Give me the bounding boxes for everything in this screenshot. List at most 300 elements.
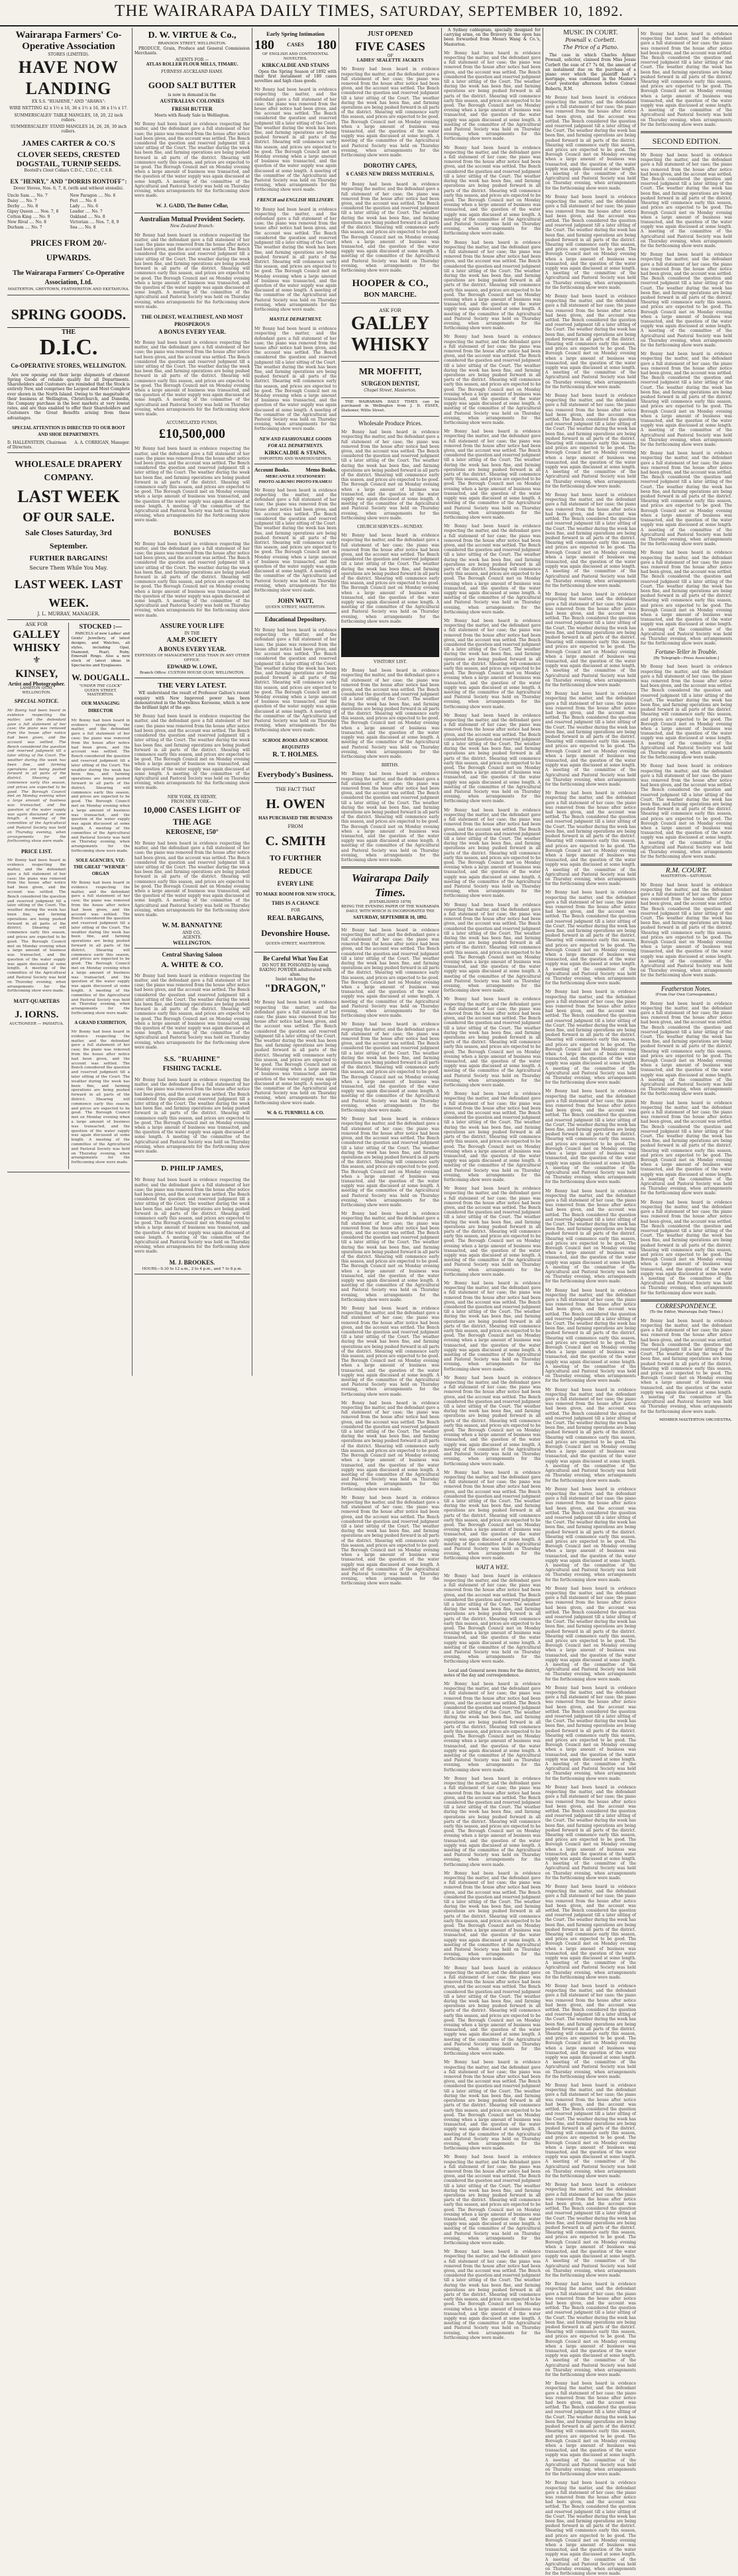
col6-text-9: Mr Bonny had been heard in evidence respecting the matter, and the defendant gave a full statement of her case; the piano was removed from the house after notice had been given, and the account was settled. The Bench considered the question and reserved judgment till a later sitting of the Court. The weather during the week has been fine, and farming operations are being pushed forward in all parts of the district. Shearing will commence early this season, and prices are expected to be good. The Borough Council met on Monday evening when a large amount of business was transacted, and the question of the water supply was again discussed at some length. A meeting of the committee of the Agricultural and Pastoral Society was held on Thursday evening, when arrangements for the forthcoming show were made. xyxy=(545,890,636,986)
educational: Educational Depository. xyxy=(264,616,327,623)
devonshire: Devonshire House. xyxy=(261,927,330,938)
column-7 xyxy=(639,28,734,1422)
holmes: R. T. HOLMES. xyxy=(272,750,319,758)
stove-list-right xyxy=(70,193,131,231)
mantle-dept: MANTLE DEPARTMENT. xyxy=(269,317,322,323)
kerosene-label: KEROSENE, 150° xyxy=(166,828,219,836)
managing-director: OUR MANAGING DIRECTOR xyxy=(81,701,120,714)
sole-agencies: SOLE AGENCIES, VIZ: THE GREAT "WERNER" ORGAN xyxy=(73,858,128,877)
price-list: PRICE LIST. xyxy=(21,848,52,854)
editorial-3: Mr Bonny had been heard in evidence respecting the matter, and the defendant gave a full statement of her case; the piano was removed from the house after notice had been given, and the account was settled. The Bench considered the question and reserved judgment till a later sitting of the Court. The weather during the week has been fine, and farming operations are being pushed forward in all parts of the district. Shearing will commence early this season, and prices are expected to be good. The Borough Council met on Monday evening when a large amount of business was transacted, and the question of the water supply was again discussed at some length. A meeting of the committee of the Agricultural and Pastoral Society was held on Thursday evening, when arrangements for the forthcoming show were made. xyxy=(341,1117,439,1208)
account-row xyxy=(254,466,337,474)
bonus-line: A BONUS EVERY YEAR. xyxy=(158,328,227,335)
fishing-tackle: FISHING TACKLE. xyxy=(162,1065,222,1073)
assure-life: ASSURE YOUR LIFE xyxy=(160,622,225,630)
col6-text-20: Mr Bonny had been heard in evidence respecting the matter, and the defendant gave a full statement of her case; the piano was removed from the house after notice had been given, and the account was settled. The Bench considered the question and reserved judgment till a later sitting of the Court. The weather during the week has been fine, and farming operations are being pushed forward in all parts of the district. Shearing will commence early this season, and prices are expected to be good. The Borough Council met on Monday evening when a large amount of business was transacted, and the question of the water supply was again discussed at some length. A meeting of the committee of the Agricultural and Pastoral Society was held on Thursday evening, when arrangements for the forthcoming show were made. xyxy=(545,1984,636,2079)
salt-sub: is now in demand in the xyxy=(168,92,217,97)
new-fashionable: NEW AND FASHIONABLE GOODS xyxy=(259,436,332,442)
kirk-2-sub: IMPORTERS AND WAREHOUSEMEN, xyxy=(259,456,332,461)
pownall-v-corbett: Pownall v. Corbett. xyxy=(565,37,616,44)
queen-st: QUEEN-STREET, MASTERTON. xyxy=(265,941,326,946)
col5-text-13: Mr Bonny had been heard in evidence respecting the matter, and the defendant gave a full statement of her case; the piano was removed from the house after notice had been given, and the account was settled. The Bench considered the question and reserved judgment till a later sitting of the Court. The weather during the week has been fine, and farming operations are being pushed forward in all parts of the district. Shearing will commence early this season, and prices are expected to be good. The Borough Council met on Monday evening when a large amount of business was transacted, and the question of the water supply was again discussed at some length. A meeting of the committee of the Agricultural and Pastoral Society was held on Thursday evening, when arrangements for the forthcoming show were made. xyxy=(444,1186,541,1277)
for-label: FOR xyxy=(291,907,300,913)
editorial-6: Mr Bonny had been heard in evidence respecting the matter, and the defendant gave a full statement of her case; the piano was removed from the house after notice had been given, and the account was settled. The Bench considered the question and reserved judgment till a later sitting of the Court. The weather during the week has been fine, and farming operations are being pushed forward in all parts of the district. Shearing will commence early this season, and prices are expected to be good. The Borough Council met on Monday evening when a large amount of business was transacted, and the question of the water supply was again discussed at some length. A meeting of the committee of the Agricultural and Pastoral Society was held on Thursday evening, when arrangements for the forthcoming show were made. xyxy=(341,1400,439,1492)
column-1 xyxy=(5,28,132,1376)
further-reduce: TO FURTHER REDUCE xyxy=(269,852,322,876)
stove-item: Peri .... No. 6 xyxy=(70,198,97,203)
dougall-addr: QUEEN STREET, MASTERTON. xyxy=(84,688,117,697)
col7-text-0: Mr Bonny had been heard in evidence respecting the matter, and the defendant gave a full statement of her case; the piano was removed from the house after notice had been given, and the account was settled. The Bench considered the question and reserved judgment till a later sitting of the Court. The weather during the week has been fine, and farming operations are being pushed forward in all parts of the district. Shearing will commence early this season, and prices are expected to be good. The Borough Council met on Monday evening when a large amount of business was transacted, and the question of the water supply was again discussed at some length. A meeting of the committee of the Agricultural and Pastoral Society was held on Thursday evening, when arrangements for the forthcoming show were made. xyxy=(641,32,732,127)
bannatyne: W. M. BANNATYNE xyxy=(162,922,223,930)
chance: THIS IS A CHANCE xyxy=(271,900,320,906)
stove-item: Daisy .... No. 7 xyxy=(7,198,37,203)
col5-text-4: Mr Bonny had been heard in evidence respecting the matter, and the defendant gave a full statement of her case; the piano was removed from the house after notice had been given, and the account was settled. The Bench considered the question and reserved judgment till a later sitting of the Court. The weather during the week has been fine, and farming operations are being pushed forward in all parts of the district. Shearing will commence early this season, and prices are expected to be good. The Borough Council met on Monday evening when a large amount of business was transacted, and the question of the water supply was again discussed at some length. A meeting of the committee of the Agricultural and Pastoral Society was held on Thursday evening, when arrangements for the forthcoming show were made. xyxy=(444,335,541,426)
col5-text-14: Mr Bonny had been heard in evidence respecting the matter, and the defendant gave a full statement of her case; the piano was removed from the house after notice had been given, and the account was settled. The Bench considered the question and reserved judgment till a later sitting of the Court. The weather during the week has been fine, and farming operations are being pushed forward in all parts of the district. Shearing will commence early this season, and prices are expected to be good. The Borough Council met on Monday evening when a large amount of business was transacted, and the question of the water supply was again discussed at some length. A meeting of the committee of the Agricultural and Pastoral Society was held on Thursday evening, when arrangements for the forthcoming show were made. xyxy=(444,1280,541,1372)
stove-item: Cotton King .... No. 9 xyxy=(7,214,50,219)
not-poisoned: DO NOT BE POISONED by using xyxy=(262,962,329,968)
school-books: SCHOOL BOOKS AND SCHOOL REQUISITES xyxy=(262,737,329,750)
telegraph-line: [By Telegraph—Press Association.] xyxy=(653,656,719,660)
atlas-line: ATLAS ROLLER FLOUR MILLS, TIMARU. xyxy=(146,62,238,68)
dress-text: Mr Bonny had been heard in evidence respecting the matter, and the defendant gave a full statement of her case; the piano was removed from the house after notice had been given, and the account was settled. The Bench considered the question and reserved judgment till a later sitting of the Court. The weather during the week has been fine, and farming operations are being pushed forward in all parts of the district. Shearing will commence early this season, and prices are expected to be good. The Borough Council met on Monday evening when a large amount of business was transacted, and the question of the water supply was again discussed at some length. A meeting of the committee of the Agricultural and Pastoral Society was held on Thursday evening, when arrangements for the forthcoming show were made. xyxy=(341,182,439,273)
col7-text-2: Mr Bonny had been heard in evidence respecting the matter, and the defendant gave a full statement of her case; the piano was removed from the house after notice had been given, and the account was settled. The Bench considered the question and reserved judgment till a later sitting of the Court. The weather during the week has been fine, and farming operations are being pushed forward in all parts of the district. Shearing will commence early this season, and prices are expected to be good. The Borough Council met on Monday evening when a large amount of business was transacted, and the question of the water supply was again discussed at some length. A meeting of the committee of the Agricultural and Pastoral Society was held on Thursday evening, when arrangements for the forthcoming show were made. xyxy=(641,252,732,348)
col5-lead: A Sydney cablegram, specially designed for carrying arms, on the Bravery in the open has been forwarded from Messrs Wang & Co.'s, Masterton. xyxy=(444,28,541,47)
col5-text-3: Mr Bonny had been heard in evidence respecting the matter, and the defendant gave a full statement of her case; the piano was removed from the house after notice had been given, and the account was settled. The Bench considered the question and reserved judgment till a later sitting of the Court. The weather during the week has been fine, and farming operations are being pushed forward in all parts of the district. Shearing will commence early this season, and prices are expected to be good. The Borough Council met on Monday evening when a large amount of business was transacted, and the question of the water supply was again discussed at some length. A meeting of the committee of the Agricultural and Pastoral Society was held on Thursday evening, when arrangements for the forthcoming show were made. xyxy=(444,240,541,331)
everybody-business: Everybody's Business. xyxy=(257,769,334,779)
kinsey-addr: LAMBTON QUAY, WELLINGTON. xyxy=(20,686,54,695)
for-all-depts: FOR ALL DEPARTMENTS. xyxy=(268,442,323,448)
branch-office: Branch Office: CUSTOM HOUSE QUAY, WELLINGTON. xyxy=(139,670,245,675)
assoc-footer: The Wairarapa Farmers' Co-Operative Association, Ltd. xyxy=(13,269,125,286)
masthead xyxy=(0,0,738,26)
col6-text-25: Mr Bonny had been heard in evidence respecting the matter, and the defendant gave a full statement of her case; the piano was removed from the house after notice had been given, and the account was settled. The Bench considered the question and reserved judgment till a later sitting of the Court. The weather during the week has been fine, and farming operations are being pushed forward in all parts of the district. Shearing will commence early this season, and prices are expected to be good. The Borough Council met on Monday evening when a large amount of business was transacted, and the question of the water supply was again discussed at some length. A meeting of the committee of the Agricultural and Pastoral Society was held on Thursday evening, when arrangements for the forthcoming show were made. xyxy=(545,2481,636,2576)
col7-text-5: Mr Bonny had been heard in evidence respecting the matter, and the defendant gave a full statement of her case; the piano was removed from the house after notice had been given, and the account was settled. The Bench considered the question and reserved judgment till a later sitting of the Court. The weather during the week has been fine, and farming operations are being pushed forward in all parts of the district. Shearing will commence early this season, and prices are expected to be good. The Borough Council met on Monday evening when a large amount of business was transacted, and the question of the water supply was again discussed at some length. A meeting of the committee of the Agricultural and Pastoral Society was held on Thursday evening, when arrangements for the forthcoming show were made. xyxy=(641,550,732,646)
editorial-5: Mr Bonny had been heard in evidence respecting the matter, and the defendant gave a full statement of her case; the piano was removed from the house after notice had been given, and the account was settled. The Bench considered the question and reserved judgment till a later sitting of the Court. The weather during the week has been fine, and farming operations are being pushed forward in all parts of the district. Shearing will commence early this season, and prices are expected to be good. The Borough Council met on Monday evening when a large amount of business was transacted, and the question of the water supply was again discussed at some length. A meeting of the committee of the Agricultural and Pastoral Society was held on Thursday evening, when arrangements for the forthcoming show were made. xyxy=(341,1306,439,1397)
white-heading: A. WHITE & CO. xyxy=(161,959,223,969)
editorial-7: Mr Bonny had been heard in evidence respecting the matter, and the defendant gave a full statement of her case; the piano was removed from the house after notice had been given, and the account was settled. The Bench considered the question and reserved judgment till a later sitting of the Court. The weather during the week has been fine, and farming operations are being pushed forward in all parts of the district. Shearing will commence early this season, and prices are expected to be good. The Borough Council met on Monday evening when a large amount of business was transacted, and the question of the water supply was again discussed at some length. A meeting of the committee of the Agricultural and Pastoral Society was held on Thursday evening, when arrangements for the forthcoming show were made. xyxy=(341,1495,439,1586)
col6-text-2: Mr Bonny had been heard in evidence respecting the matter, and the defendant gave a full statement of her case; the piano was removed from the house after notice had been given, and the account was settled. The Bench considered the question and reserved judgment till a later sitting of the Court. The weather during the week has been fine, and farming operations are being pushed forward in all parts of the district. Shearing will commence early this season, and prices are expected to be good. The Borough Council met on Monday evening when a large amount of business was transacted, and the question of the water supply was again discussed at some length. A meeting of the committee of the Agricultural and Pastoral Society was held on Thursday evening, when arrangements for the forthcoming show were made. xyxy=(545,194,636,290)
have-now-landing: HAVE NOW LANDING xyxy=(18,58,119,99)
col6-text-24: Mr Bonny had been heard in evidence respecting the matter, and the defendant gave a full statement of her case; the piano was removed from the house after notice had been given, and the account was settled. The Bench considered the question and reserved judgment till a later sitting of the Court. The weather during the week has been fine, and farming operations are being pushed forward in all parts of the district. Shearing will commence early this season, and prices are expected to be good. The Borough Council met on Monday evening when a large amount of business was transacted, and the question of the water supply was again discussed at some length. A meeting of the committee of the Agricultural and Pastoral Society was held on Thursday evening, when arrangements for the forthcoming show were made. xyxy=(545,2381,636,2477)
ask-for-2: ASK FOR xyxy=(379,308,401,314)
from-ny: FROM NEW YORK— xyxy=(171,799,213,804)
clover-heading: CLOVER SEEDS, CRESTED DOGSTAIL, TURNIP SEEDS. xyxy=(16,150,121,169)
stove-item: Sea .... No. 8 xyxy=(70,225,96,230)
sealette-jackets: LADIES' SEALETTE JACKETS xyxy=(356,58,424,64)
rm-court: R.M. COURT. xyxy=(665,866,708,874)
amp-text-3: Mr Bonny had been heard in evidence respecting the matter, and the defendant gave a full statement of her case; the piano was removed from the house after notice had been given, and the account was settled. The Bench considered the question and reserved judgment till a later sitting of the Court. The weather during the week has been fine, and farming operations are being pushed forward in all parts of the district. Shearing will commence early this season, and prices are expected to be good. The Borough Council met on Monday evening when a large amount of business was transacted, and the question of the water supply was again discussed at some length. A meeting of the committee of the Agricultural and Pastoral Society was held on Thursday evening, when arrangements for the forthcoming show were made. xyxy=(134,446,250,523)
col6-text-23: Mr Bonny had been heard in evidence respecting the matter, and the defendant gave a full statement of her case; the piano was removed from the house after notice had been given, and the account was settled. The Bench considered the question and reserved judgment till a later sitting of the Court. The weather during the week has been fine, and farming operations are being pushed forward in all parts of the district. Shearing will commence early this season, and prices are expected to be good. The Borough Council met on Monday evening when a large amount of business was transacted, and the question of the water supply was again discussed at some length. A meeting of the committee of the Agricultural and Pastoral Society was held on Thursday evening, when arrangements for the forthcoming show were made. xyxy=(545,2282,636,2378)
matt-quarters: MATT-QUARTERS xyxy=(13,998,60,1004)
mantle-text: Mr Bonny had been heard in evidence respecting the matter, and the defendant gave a full statement of her case; the piano was removed from the house after notice had been given, and the account was settled. The Bench considered the question and reserved judgment till a later sitting of the Court. The weather during the week has been fine, and farming operations are being pushed forward in all parts of the district. Shearing will commence early this season, and prices are expected to be good. The Borough Council met on Monday evening when a large amount of business was transacted, and the question of the water supply was again discussed at some length. A meeting of the committee of the Agricultural and Pastoral Society was held on Thursday evening, when arrangements for the forthcoming show were made. xyxy=(254,327,337,432)
virtue-heading: D. W. VIRTUE & Co., xyxy=(148,30,237,40)
col6-text-10: Mr Bonny had been heard in evidence respecting the matter, and the defendant gave a full statement of her case; the piano was removed from the house after notice had been given, and the account was settled. The Bench considered the question and reserved judgment till a later sitting of the Court. The weather during the week has been fine, and farming operations are being pushed forward in all parts of the district. Shearing will commence early this season, and prices are expected to be good. The Borough Council met on Monday evening when a large amount of business was transacted, and the question of the water supply was again discussed at some length. A meeting of the committee of the Agricultural and Pastoral Society was held on Thursday evening, when arrangements for the forthcoming show were made. xyxy=(545,990,636,1086)
col7-text-1: Mr Bonny had been heard in evidence respecting the matter, and the defendant gave a full statement of her case; the piano was removed from the house after notice had been given, and the account was settled. The Bench considered the question and reserved judgment till a later sitting of the Court. The weather during the week has been fine, and farming operations are being pushed forward in all parts of the district. Shearing will commence early this season, and prices are expected to be good. The Borough Council met on Monday evening when a large amount of business was transacted, and the question of the water supply was again discussed at some length. A meeting of the committee of the Agricultural and Pastoral Society was held on Thursday evening, when arrangements for the forthcoming show were made. xyxy=(641,153,732,248)
amp-board: New Zealand Branch: xyxy=(170,224,215,229)
col5-text-6: Mr Bonny had been heard in evidence respecting the matter, and the defendant gave a full statement of her case; the piano was removed from the house after notice had been given, and the account was settled. The Bench considered the question and reserved judgment till a later sitting of the Court. The weather during the week has been fine, and farming operations are being pushed forward in all parts of the district. Shearing will commence early this season, and prices are expected to be good. The Borough Council met on Monday evening when a large amount of business was transacted, and the question of the water supply was again discussed at some length. A meeting of the committee of the Agricultural and Pastoral Society was held on Thursday evening, when arrangements for the forthcoming show were made. xyxy=(444,524,541,615)
col6-text-18: Mr Bonny had been heard in evidence respecting the matter, and the defendant gave a full statement of her case; the piano was removed from the house after notice had been given, and the account was settled. The Bench considered the question and reserved judgment till a later sitting of the Court. The weather during the week has been fine, and farming operations are being pushed forward in all parts of the district. Shearing will commence early this season, and prices are expected to be good. The Borough Council met on Monday evening when a large amount of business was transacted, and the question of the water supply was again discussed at some length. A meeting of the committee of the Agricultural and Pastoral Society was held on Thursday evening, when arrangements for the forthcoming show were made. xyxy=(545,1784,636,1880)
col7-text-8: Mr Bonny had been heard in evidence respecting the matter, and the defendant gave a full statement of her case; the piano was removed from the house after notice had been given, and the account was settled. The Bench considered the question and reserved judgment till a later sitting of the Court. The weather during the week has been fine, and farming operations are being pushed forward in all parts of the district. Shearing will commence early this season, and prices are expected to be good. The Borough Council met on Monday evening when a large amount of business was transacted, and the question of the water supply was again discussed at some length. A meeting of the committee of the Agricultural and Pastoral Society was held on Thursday evening, when arrangements for the forthcoming show were made. xyxy=(641,882,732,978)
in-the: IN THE xyxy=(184,631,200,636)
stove-item: Oakland .... No. 8 xyxy=(70,214,105,219)
turnbull: W. & G. TURNBULL & CO. xyxy=(266,1109,325,1115)
produce-text: Mr Bonny had been heard in evidence respecting the matter, and the defendant gave a full statement of her case; the piano was removed from the house after notice had been given, and the account was settled. The Bench considered the question and reserved judgment till a later sitting of the Court. The weather during the week has been fine, and farming operations are being pushed forward in all parts of the district. Shearing will commence early this season, and prices are expected to be good. The Borough Council met on Monday evening when a large amount of business was transacted, and the question of the water supply was again discussed at some length. A meeting of the committee of the Agricultural and Pastoral Society was held on Thursday evening, when arrangements for the forthcoming show were made. xyxy=(341,430,439,521)
account-books: Account Books. xyxy=(254,467,290,474)
wholesale-heading: WHOLESALE DRAPERY COMPANY. xyxy=(15,460,123,484)
wait-a-wee: WAIT A WEE. xyxy=(475,1563,509,1571)
grand-text: Mr Bonny had been heard in evidence respecting the matter, and the defendant gave a full statement of her case; the piano was removed from the house after notice had been given, and the account was settled. The Bench considered the question and reserved judgment till a later sitting of the Court. The weather during the week has been fine, and farming operations are being pushed forward in all parts of the district. Shearing will commence early this season, and prices are expected to be good. The Borough Council met on Monday evening when a large amount of business was transacted, and the question of the water supply was again discussed at some length. A meeting of the committee of the Agricultural and Pastoral Society was held on Thursday evening, when arrangements for the forthcoming show were made. xyxy=(71,1030,130,1165)
col6-text-21: Mr Bonny had been heard in evidence respecting the matter, and the defendant gave a full statement of her case; the piano was removed from the house after notice had been given, and the account was settled. The Bench considered the question and reserved judgment till a later sitting of the Court. The weather during the week has been fine, and farming operations are being pushed forward in all parts of the district. Shearing will commence early this season, and prices are expected to be good. The Borough Council met on Monday evening when a large amount of business was transacted, and the question of the water supply was again discussed at some length. A meeting of the committee of the Agricultural and Pastoral Society was held on Thursday evening, when arrangements for the forthcoming show were made. xyxy=(545,2083,636,2179)
col6-text-7: Mr Bonny had been heard in evidence respecting the matter, and the defendant gave a full statement of her case; the piano was removed from the house after notice had been given, and the account was settled. The Bench considered the question and reserved judgment till a later sitting of the Court. The weather during the week has been fine, and farming operations are being pushed forward in all parts of the district. Shearing will commence early this season, and prices are expected to be good. The Borough Council met on Monday evening when a large amount of business was transacted, and the question of the water supply was again discussed at some length. A meeting of the committee of the Agricultural and Pastoral Society was held on Thursday evening, when arrangements for the forthcoming show were made. xyxy=(545,692,636,788)
last-week-2: LAST WEEK. LAST WEEK. xyxy=(15,578,123,610)
col7-text-3: Mr Bonny had been heard in evidence respecting the matter, and the defendant gave a full statement of her case; the piano was removed from the house after notice had been given, and the account was settled. The Bench considered the question and reserved judgment till a later sitting of the Court. The weather during the week has been fine, and farming operations are being pushed forward in all parts of the district. Shearing will commence early this season, and prices are expected to be good. The Borough Council met on Monday evening when a large amount of business was transacted, and the question of the water supply was again discussed at some length. A meeting of the committee of the Agricultural and Pastoral Society was held on Thursday evening, when arrangements for the forthcoming show were made. xyxy=(641,352,732,448)
corresp-sub: (To the Editor, Wairarapa Daily Times.) xyxy=(649,1310,723,1314)
lower-left-ads xyxy=(7,623,69,1168)
news-section-4 xyxy=(341,417,439,1592)
special-notice: SPECIAL NOTICE. xyxy=(14,697,59,704)
lower-right-ads xyxy=(72,623,131,1168)
amp-text-4: Mr Bonny had been heard in evidence respecting the matter, and the defendant gave a full statement of her case; the piano was removed from the house after notice had been given, and the account was settled. The Bench considered the question and reserved judgment till a later sitting of the Court. The weather during the week has been fine, and farming operations are being pushed forward in all parts of the district. Shearing will commence early this season, and prices are expected to be good. The Borough Council met on Monday evening when a large amount of business was transacted, and the question of the water supply was again discussed at some length. A meeting of the committee of the Agricultural and Pastoral Society was held on Thursday evening, when arrangements for the forthcoming show were made. xyxy=(134,541,250,618)
births: BIRTHS. xyxy=(381,762,399,768)
early-spring: Early Spring Intimation xyxy=(266,30,325,37)
col5-text-7: Mr Bonny had been heard in evidence respecting the matter, and the defendant gave a full statement of her case; the piano was removed from the house after notice had been given, and the account was settled. The Bench considered the question and reserved judgment till a later sitting of the Court. The weather during the week has been fine, and farming operations are being pushed forward in all parts of the district. Shearing will commence early this season, and prices are expected to be good. The Borough Council met on Monday evening when a large amount of business was transacted, and the question of the water supply was again discussed at some length. A meeting of the committee of the Agricultural and Pastoral Society was held on Thursday evening, when arrangements for the forthcoming show were made. xyxy=(444,618,541,709)
galley-whisky: GALLEY WHISKY xyxy=(13,627,61,654)
chapel-st: Chapel Street, Masterton. xyxy=(364,388,417,393)
col5-text-22: Mr Bonny had been heard in evidence respecting the matter, and the defendant gave a full statement of her case; the piano was removed from the house after notice had been given, and the account was settled. The Bench considered the question and reserved judgment till a later sitting of the Court. The weather during the week has been fine, and farming operations are being pushed forward in all parts of the district. Shearing will commence early this season, and prices are expected to be good. The Borough Council met on Monday evening when a large amount of business was transacted, and the question of the water supply was again discussed at some length. A meeting of the committee of the Agricultural and Pastoral Society was held on Thursday evening, when arrangements for the forthcoming show were made. xyxy=(444,2060,541,2151)
stove-list xyxy=(7,193,130,231)
funds-label: ACCUMULATED FUNDS, xyxy=(166,421,218,426)
stove-item: Gipsy Queen .... Nos. 7, 8 xyxy=(7,209,59,214)
central-saloon: Central Shaving Saloon xyxy=(162,951,223,958)
salt-butter: GOOD SALT BUTTER xyxy=(148,79,237,90)
col5-text-2: Mr Bonny had been heard in evidence respecting the matter, and the defendant gave a full statement of her case; the piano was removed from the house after notice had been given, and the account was settled. The Bench considered the question and reserved judgment till a later sitting of the Court. The weather during the week has been fine, and farming operations are being pushed forward in all parts of the district. Shearing will commence early this season, and prices are expected to be good. The Borough Council met on Monday evening when a large amount of business was transacted, and the question of the water supply was again discussed at some length. A meeting of the committee of the Agricultural and Pastoral Society was held on Thursday evening, when arrangements for the forthcoming show were made. xyxy=(444,145,541,236)
kinsey-sub: Artist and Photographer. xyxy=(8,680,66,687)
stove-item: Leader .... No. 7 xyxy=(70,209,103,214)
expenses-line: EXPENSES OF MANAGEMENT LESS THAN IN ANY OTHER OFFICE. xyxy=(134,654,250,662)
latest-text-2: Mr Bonny had been heard in evidence respecting the matter, and the defendant gave a full statement of her case; the piano was removed from the house after notice had been given, and the account was settled. The Bench considered the question and reserved judgment till a later sitting of the Court. The weather during the week has been fine, and farming operations are being pushed forward in all parts of the district. Shearing will commence early this season, and prices are expected to be good. The Borough Council met on Monday evening when a large amount of business was transacted, and the question of the water supply was again discussed at some length. A meeting of the committee of the Agricultural and Pastoral Society was held on Thursday evening, when arrangements for the forthcoming show were made. xyxy=(134,714,250,791)
rm-sub: MASTERTON—SATURDAY. xyxy=(660,874,712,878)
bonuses-heading: BONUSES xyxy=(173,527,211,537)
wire-line: WIRE NETTING 42 x 1½ x 16, 36 x 1½ x 16, 36 x 1¼ x 17. xyxy=(9,106,128,111)
agents-2: AGENTS. xyxy=(182,935,202,941)
col6-text-8: Mr Bonny had been heard in evidence respecting the matter, and the defendant gave a full statement of her case; the piano was removed from the house after notice had been given, and the account was settled. The Bench considered the question and reserved judgment till a later sitting of the Court. The weather during the week has been fine, and farming operations are being pushed forward in all parts of the district. Shearing will commence early this season, and prices are expected to be good. The Borough Council met on Monday evening when a large amount of business was transacted, and the question of the water supply was again discussed at some length. A meeting of the committee of the Agricultural and Pastoral Society was held on Thursday evening, when arrangements for the forthcoming show were made. xyxy=(545,791,636,887)
births-text: Mr Bonny had been heard in evidence respecting the matter, and the defendant gave a full statement of her case; the piano was removed from the house after notice had been given, and the account was settled. The Bench considered the question and reserved judgment till a later sitting of the Court. The weather during the week has been fine, and farming operations are being pushed forward in all parts of the district. Shearing will commence early this season, and prices are expected to be good. The Borough Council met on Monday evening when a large amount of business was transacted, and the question of the water supply was again discussed at some length. A meeting of the committee of the Agricultural and Pastoral Society was held on Thursday evening, when arrangements for the forthcoming show were made. xyxy=(341,772,439,862)
murray-line: J. L. MURRAY, MANAGER. xyxy=(37,611,100,617)
brookes: M. J. BROOKES. xyxy=(169,1259,215,1266)
col5-text-23: Mr Bonny had been heard in evidence respecting the matter, and the defendant gave a full statement of her case; the piano was removed from the house after notice had been given, and the account was settled. The Bench considered the question and reserved judgment till a later sitting of the Court. The weather during the week has been fine, and farming operations are being pushed forward in all parts of the district. Shearing will commence early this season, and prices are expected to be good. The Borough Council met on Monday evening when a large amount of business was transacted, and the question of the water supply was again discussed at some length. A meeting of the committee of the Agricultural and Pastoral Society was held on Thursday evening, when arrangements for the forthcoming show were made. xyxy=(444,2155,541,2245)
watt-text: Mr Bonny had been heard in evidence respecting the matter, and the defendant gave a full statement of her case; the piano was removed from the house after notice had been given, and the account was settled. The Bench considered the question and reserved judgment till a later sitting of the Court. The weather during the week has been fine, and farming operations are being pushed forward in all parts of the district. Shearing will commence early this season, and prices are expected to be good. The Borough Council met on Monday evening when a large amount of business was transacted, and the question of the water supply was again discussed at some length. A meeting of the committee of the Agricultural and Pastoral Society was held on Thursday evening, when arrangements for the forthcoming show were made. xyxy=(254,488,337,593)
col5-text-1: Mr Bonny had been heard in evidence respecting the matter, and the defendant gave a full statement of her case; the piano was removed from the house after notice had been given, and the account was settled. The Bench considered the question and reserved judgment till a later sitting of the Court. The weather during the week has been fine, and farming operations are being pushed forward in all parts of the district. Shearing will commence early this season, and prices are expected to be good. The Borough Council met on Monday evening when a large amount of business was transacted, and the question of the water supply was again discussed at some length. A meeting of the committee of the Agricultural and Pastoral Society was held on Thursday evening, when arrangements for the forthcoming show were made. xyxy=(444,50,541,142)
visitors-text: Mr Bonny had been heard in evidence respecting the matter, and the defendant gave a full statement of her case; the piano was removed from the house after notice had been given, and the account was settled. The Bench considered the question and reserved judgment till a later sitting of the Court. The weather during the week has been fine, and farming operations are being pushed forward in all parts of the district. Shearing will commence early this season, and prices are expected to be good. The Borough Council met on Monday evening when a large amount of business was transacted, and the question of the water supply was again discussed at some length. A meeting of the committee of the Agricultural and Pastoral Society was held on Thursday evening, when arrangements for the forthcoming show were made. xyxy=(341,668,439,759)
music-in-court: MUSIC IN COURT. xyxy=(563,29,618,36)
edu-text: Mr Bonny had been heard in evidence respecting the matter, and the defendant gave a full statement of her case; the piano was removed from the house after notice had been given, and the account was settled. The Bench considered the question and reserved judgment till a later sitting of the Court. The weather during the week has been fine, and farming operations are being pushed forward in all parts of the district. Shearing will commence early this season, and prices are expected to be good. The Borough Council met on Monday evening when a large amount of business was transacted, and the question of the water supply was again discussed at some length. A meeting of the committee of the Agricultural and Pastoral Society was held on Thursday evening, when arrangements for the forthcoming show were made. xyxy=(254,628,337,733)
church-text: Mr Bonny had been heard in evidence respecting the matter, and the defendant gave a full statement of her case; the piano was removed from the house after notice had been given, and the account was settled. The Bench considered the question and reserved judgment till a later sitting of the Court. The weather during the week has been fine, and farming operations are being pushed forward in all parts of the district. Shearing will commence early this season, and prices are expected to be good. The Borough Council met on Monday evening when a large amount of business was transacted, and the question of the water supply was again discussed at some length. A meeting of the committee of the Agricultural and Pastoral Society was held on Thursday evening, when arrangements for the forthcoming show were made. xyxy=(341,533,439,624)
col5-text-10: Mr Bonny had been heard in evidence respecting the matter, and the defendant gave a full statement of her case; the piano was removed from the house after notice had been given, and the account was settled. The Bench considered the question and reserved judgment till a later sitting of the Court. The weather during the week has been fine, and farming operations are being pushed forward in all parts of the district. Shearing will commence early this season, and prices are expected to be good. The Borough Council met on Monday evening when a large amount of business was transacted, and the question of the water supply was again discussed at some length. A meeting of the committee of the Agricultural and Pastoral Society was held on Thursday evening, when arrangements for the forthcoming show were made. xyxy=(444,902,541,994)
of-our-sale: OF OUR SALE. xyxy=(23,510,115,525)
editorial-4: Mr Bonny had been heard in evidence respecting the matter, and the defendant gave a full statement of her case; the piano was removed from the house after notice had been given, and the account was settled. The Bench considered the question and reserved judgment till a later sitting of the Court. The weather during the week has been fine, and farming operations are being pushed forward in all parts of the district. Shearing will commence early this season, and prices are expected to be good. The Borough Council met on Monday evening when a large amount of business was transacted, and the question of the water supply was again discussed at some length. A meeting of the committee of the Agricultural and Pastoral Society was held on Thursday evening, when arrangements for the forthcoming show were made. xyxy=(341,1211,439,1302)
col5-text-18: Mr Bonny had been heard in evidence respecting the matter, and the defendant gave a full statement of her case; the piano was removed from the house after notice had been given, and the account was settled. The Bench considered the question and reserved judgment till a later sitting of the Court. The weather during the week has been fine, and farming operations are being pushed forward in all parts of the district. Shearing will commence early this season, and prices are expected to be good. The Borough Council met on Monday evening when a large amount of business was transacted, and the question of the water supply was again discussed at some length. A meeting of the committee of the Agricultural and Pastoral Society was held on Thursday evening, when arrangements for the forthcoming show were made. xyxy=(444,1682,541,1773)
kirk-text: Open the Spring Season of 1892 with their first instalment of 180 cases novelties and high class goods. xyxy=(254,69,337,83)
paper-logo: Wairarapa Daily Times. xyxy=(351,872,429,900)
memo-books: Memo Books. xyxy=(305,467,337,474)
col5-text-15: Mr Bonny had been heard in evidence respecting the matter, and the defendant gave a full statement of her case; the piano was removed from the house after notice had been given, and the account was settled. The Bench considered the question and reserved judgment till a later sitting of the Court. The weather during the week has been fine, and farming operations are being pushed forward in all parts of the district. Shearing will commence early this season, and prices are expected to be good. The Borough Council met on Monday evening when a large amount of business was transacted, and the question of the water supply was again discussed at some length. A meeting of the committee of the Agricultural and Pastoral Society was held on Thursday evening, when arrangements for the forthcoming show were made. xyxy=(444,1375,541,1467)
the-fact: THE FACT THAT xyxy=(276,786,315,792)
bargains: FURTHER BARGAINS! xyxy=(29,554,108,563)
whisky-2: WHISKY xyxy=(350,335,430,356)
ruahine-heading: S.S. "RUAHINE" xyxy=(164,1055,221,1064)
dorothy-capes: DOROTHY CAPES, xyxy=(363,162,417,170)
cases-label: CASES xyxy=(287,42,304,48)
assoc-sub: STORES (LIMITED). xyxy=(48,52,89,57)
kirk-heading: KIRKCALDIE AND STAINS xyxy=(262,62,329,68)
dover-line: Dover Stoves, Nos. 6, 7, 8, (with and without utensils). xyxy=(13,185,124,191)
just-opened: JUST OPENED xyxy=(367,30,413,38)
col6-text-11: Mr Bonny had been heard in evidence respecting the matter, and the defendant gave a full statement of her case; the piano was removed from the house after notice had been given, and the account was settled. The Bench considered the question and reserved judgment till a later sitting of the Court. The weather during the week has been fine, and farming operations are being pushed forward in all parts of the district. Shearing will commence early this season, and prices are expected to be good. The Borough Council met on Monday evening when a large amount of business was transacted, and the question of the water supply was again discussed at some length. A meeting of the committee of the Agricultural and Pastoral Society was held on Thursday evening, when arrangements for the forthcoming show were made. xyxy=(545,1089,636,1185)
fresh-sub: Meets with Ready Sale in Wellington. xyxy=(154,113,230,119)
editorial-2: Mr Bonny had been heard in evidence respecting the matter, and the defendant gave a full statement of her case; the piano was removed from the house after notice had been given, and the account was settled. The Bench considered the question and reserved judgment till a later sitting of the Court. The weather during the week has been fine, and farming operations are being pushed forward in all parts of the district. Shearing will commence early this season, and prices are expected to be good. The Borough Council met on Monday evening when a large amount of business was transacted, and the question of the water supply was again discussed at some length. A meeting of the committee of the Agricultural and Pastoral Society was held on Thursday evening, when arrangements for the forthcoming show were made. xyxy=(341,1022,439,1113)
virtue-addr: BRANDON STREET, WELLINGTON. xyxy=(158,42,227,46)
bonus-every-year: A BONUS EVERY YEAR. xyxy=(158,646,227,653)
cases-num-right: 180 xyxy=(316,38,337,52)
last-week: LAST WEEK xyxy=(17,487,120,507)
of-label: OF xyxy=(387,54,394,58)
every-line: EVERY LINE xyxy=(277,880,314,887)
col5-text-19: Mr Bonny had been heard in evidence respecting the matter, and the defendant gave a full statement of her case; the piano was removed from the house after notice had been given, and the account was settled. The Bench considered the question and reserved judgment till a later sitting of the Court. The weather during the week has been fine, and farming operations are being pushed forward in all parts of the district. Shearing will commence early this season, and prices are expected to be good. The Borough Council met on Monday evening when a large amount of business was transacted, and the question of the water supply was again discussed at some length. A meeting of the committee of the Agricultural and Pastoral Society was held on Thursday evening, when arrangements for the forthcoming show were made. xyxy=(444,1776,541,1867)
church-services: CHURCH SERVICES—SUNDAY. xyxy=(357,523,423,529)
agencies-text: Mr Bonny had been heard in evidence respecting the matter, and the defendant gave a full statement of her case; the piano was removed from the house after notice had been given, and the account was settled. The Bench considered the question and reserved judgment till a later sitting of the Court. The weather during the week has been fine, and farming operations are being pushed forward in all parts of the district. Shearing will commence early this season, and prices are expected to be good. The Borough Council met on Monday evening when a large amount of business was transacted, and the question of the water supply was again discussed at some length. A meeting of the committee of the Agricultural and Pastoral Society was held on Thursday evening, when arrangements for the forthcoming show were made. xyxy=(71,880,130,1016)
col6-text-5: Mr Bonny had been heard in evidence respecting the matter, and the defendant gave a full statement of her case; the piano was removed from the house after notice had been given, and the account was settled. The Bench considered the question and reserved judgment till a later sitting of the Court. The weather during the week has been fine, and farming operations are being pushed forward in all parts of the district. Shearing will commence early this season, and prices are expected to be good. The Borough Council met on Monday evening when a large amount of business was transacted, and the question of the water supply was again discussed at some length. A meeting of the committee of the Agricultural and Pastoral Society was held on Thursday evening, when arrangements for the forthcoming show were made. xyxy=(545,493,636,588)
french-millinery: FRENCH and ENGLISH MILLINERY. xyxy=(256,197,335,203)
fishing-text: Mr Bonny had been heard in evidence respecting the matter, and the defendant gave a full statement of her case; the piano was removed from the house after notice had been given, and the account was settled. The Bench considered the question and reserved judgment till a later sitting of the Court. The weather during the week has been fine, and farming operations are being pushed forward in all parts of the district. Shearing will commence early this season, and prices are expected to be good. The Borough Council met on Monday evening when a large amount of business was transacted, and the question of the water supply was again discussed at some length. A meeting of the committee of the Agricultural and Pastoral Society was held on Thursday evening, when arrangements for the forthcoming show were made. xyxy=(134,1078,250,1155)
dic-heading: D.I.C. xyxy=(39,335,98,360)
grand-exhibition: A GRAND EXHIBITION, xyxy=(74,1020,127,1026)
stove-item: Lady .... No. 6 xyxy=(70,203,99,209)
stove-item: Derby .... No. 8 xyxy=(7,203,38,209)
col6-text-19: Mr Bonny had been heard in evidence respecting the matter, and the defendant gave a full statement of her case; the piano was removed from the house after notice had been given, and the account was settled. The Bench considered the question and reserved judgment till a later sitting of the Court. The weather during the week has been fine, and farming operations are being pushed forward in all parts of the district. Shearing will commence early this season, and prices are expected to be good. The Borough Council met on Monday evening when a large amount of business was transacted, and the question of the water supply was again discussed at some length. A meeting of the committee of the Agricultural and Pastoral Society was held on Thursday evening, when arrangements for the forthcoming show were made. xyxy=(545,1884,636,1980)
col5-text-5: Mr Bonny had been heard in evidence respecting the matter, and the defendant gave a full statement of her case; the piano was removed from the house after notice had been given, and the account was settled. The Bench considered the question and reserved judgment till a later sitting of the Court. The weather during the week has been fine, and farming operations are being pushed forward in all parts of the district. Shearing will commence early this season, and prices are expected to be good. The Borough Council met on Monday evening when a large amount of business was transacted, and the question of the water supply was again discussed at some length. A meeting of the committee of the Agricultural and Pastoral Society was held on Thursday evening, when arrangements for the forthcoming show were made. xyxy=(444,429,541,520)
galley-2: GALLEY xyxy=(350,313,430,335)
column-2 xyxy=(132,28,252,1376)
column-6 xyxy=(543,28,639,2576)
butter-text: Mr Bonny had been heard in evidence respecting the matter, and the defendant gave a full statement of her case; the piano was removed from the house after notice had been given, and the account was settled. The Bench considered the question and reserved judgment till a later sitting of the Court. The weather during the week has been fine, and farming operations are being pushed forward in all parts of the district. Shearing will commence early this season, and prices are expected to be good. The Borough Council met on Monday evening when a large amount of business was transacted, and the question of the water supply was again discussed at some length. A meeting of the committee of the Agricultural and Pastoral Society was held on Thursday evening, when arrangements for the forthcoming show were made. xyxy=(134,122,250,199)
ships-line: EX S.S. "RUAHINE," AND "ARAWA": xyxy=(31,99,106,105)
iorns-sub: AUCTIONEER — PAHIATUA. xyxy=(9,1021,64,1026)
dougall-sub: "UNDER THE CLOCK" xyxy=(79,684,123,688)
featherston-notes: Featherston Notes. xyxy=(660,985,712,993)
watt-addr: QUEEN STREET, MASTERTON. xyxy=(265,605,326,610)
stove-list-left xyxy=(7,193,68,231)
correspondence: CORRESPONDENCE. xyxy=(655,1302,717,1310)
amp-text-2: Mr Bonny had been heard in evidence respecting the matter, and the defendant gave a full statement of her case; the piano was removed from the house after notice had been given, and the account was settled. The Bench considered the question and reserved judgment till a later sitting of the Court. The weather during the week has been fine, and farming operations are being pushed forward in all parts of the district. Shearing will commence early this season, and prices are expected to be good. The Borough Council met on Monday evening when a large amount of business was transacted, and the question of the water supply was again discussed at some length. A meeting of the committee of the Agricultural and Pastoral Society was held on Thursday evening, when arrangements for the forthcoming show were made. xyxy=(134,340,250,417)
col5-text-24: Mr Bonny had been heard in evidence respecting the matter, and the defendant gave a full statement of her case; the piano was removed from the house after notice had been given, and the account was settled. The Bench considered the question and reserved judgment till a later sitting of the Court. The weather during the week has been fine, and farming operations are being pushed forward in all parts of the district. Shearing will commence early this season, and prices are expected to be good. The Borough Council met on Monday evening when a large amount of business was transacted, and the question of the water supply was again discussed at some length. A meeting of the committee of the Agricultural and Pastoral Society was held on Thursday evening, when arrangements for the forthcoming show were made. xyxy=(444,2249,541,2340)
amp-text-1: Mr Bonny had been heard in evidence respecting the matter, and the defendant gave a full statement of her case; the piano was removed from the house after notice had been given, and the account was settled. The Bench considered the question and reserved judgment till a later sitting of the Court. The weather during the week has been fine, and farming operations are being pushed forward in all parts of the district. Shearing will commence early this season, and prices are expected to be good. The Borough Council met on Monday evening when a large amount of business was transacted, and the question of the water supply was again discussed at some length. A meeting of the committee of the Agricultural and Pastoral Society was held on Thursday evening, when arrangements for the forthcoming show were made. xyxy=(134,232,250,309)
from-label: FROM xyxy=(288,823,303,829)
millinery-text: Mr Bonny had been heard in evidence respecting the matter, and the defendant gave a full statement of her case; the piano was removed from the house after notice had been given, and the account was settled. The Bench considered the question and reserved judgment till a later sitting of the Court. The weather during the week has been fine, and farming operations are being pushed forward in all parts of the district. Shearing will commence early this season, and prices are expected to be good. The Borough Council met on Monday evening when a large amount of business was transacted, and the question of the water supply was again discussed at some length. A meeting of the committee of the Agricultural and Pastoral Society was held on Thursday evening, when arrangements for the forthcoming show were made. xyxy=(254,207,337,312)
cases-num-left: 180 xyxy=(254,38,274,52)
dic-text: Are now opening out their large shipments of choicest Spring Goods of reliable quality for all Departments. Shareholders and Customers are reminded that the Stock is entirely New, and comprises the Largest and Most Complete ever shown in the North Island. Owing to the magnitude of their business at Wellington, Christchurch, and Dunedin, the Company purchase in the best markets at very lowest rates, and are thus enabled to offer their Shareholders and Customers the Great Benefits arising from these advantages. xyxy=(7,372,130,421)
assoc-title: Wairarapa Farmers' Co-Operative Association xyxy=(15,30,122,52)
amp-title: Australian Mutual Provident Society. xyxy=(139,216,245,224)
col6-text-22: Mr Bonny had been heard in evidence respecting the matter, and the defendant gave a full statement of her case; the piano was removed from the house after notice had been given, and the account was settled. The Bench considered the question and reserved judgment till a later sitting of the Court. The weather during the week has been fine, and farming operations are being pushed forward in all parts of the district. Shearing will commence early this season, and prices are expected to be good. The Borough Council met on Monday evening when a large amount of business was transacted, and the question of the water supply was again discussed at some length. A meeting of the committee of the Agricultural and Pastoral Society was held on Thursday evening, when arrangements for the forthcoming show were made. xyxy=(545,2183,636,2278)
very-latest: THE VERY LATEST. xyxy=(158,682,227,690)
feath-sub: (From Our Own Correspondent.) xyxy=(655,992,717,997)
col5-text-9: Mr Bonny had been heard in evidence respecting the matter, and the defendant gave a full statement of her case; the piano was removed from the house after notice had been given, and the account was settled. The Bench considered the question and reserved judgment till a later sitting of the Court. The weather during the week has been fine, and farming operations are being pushed forward in all parts of the district. Shearing will commence early this season, and prices are expected to be good. The Borough Council met on Monday evening when a large amount of business was transacted, and the question of the water supply was again discussed at some length. A meeting of the committee of the Agricultural and Pastoral Society was held on Thursday evening, when arrangements for the forthcoming show were made. xyxy=(444,807,541,899)
kerosene-cases: 10,000 CASES LIGHT OF THE AGE xyxy=(143,804,241,827)
col6-text-1: Mr Bonny had been heard in evidence respecting the matter, and the defendant gave a full statement of her case; the piano was removed from the house after notice had been given, and the account was settled. The Bench considered the question and reserved judgment till a later sitting of the Court. The weather during the week has been fine, and farming operations are being pushed forward in all parts of the district. Shearing will commence early this season, and prices are expected to be good. The Borough Council met on Monday evening when a large amount of business was transacted, and the question of the water supply was again discussed at some length. A meeting of the committee of the Agricultural and Pastoral Society was held on Thursday evening, when arrangements for the forthcoming show were made. xyxy=(545,95,636,191)
lower-ads xyxy=(7,620,130,1172)
col6-text-3: Mr Bonny had been heard in evidence respecting the matter, and the defendant gave a full statement of her case; the piano was removed from the house after notice had been given, and the account was settled. The Bench considered the question and reserved judgment till a later sitting of the Court. The weather during the week has been fine, and farming operations are being pushed forward in all parts of the district. Shearing will commence early this season, and prices are expected to be good. The Borough Council met on Monday evening when a large amount of business was transacted, and the question of the water supply was again discussed at some length. A meeting of the committee of the Agricultural and Pastoral Society was held on Thursday evening, when arrangements for the forthcoming show were made. xyxy=(545,293,636,389)
col5-local: Local and General news items for the district, notes of the day and correspondence. xyxy=(444,1668,541,1678)
issue-date: SATURDAY, SEPTEMBER 10, 1892. xyxy=(353,914,427,920)
visitors-list: VISITORS' LIST. xyxy=(373,659,407,665)
iorns-heading: J. IORNS. xyxy=(15,1009,59,1020)
the-label: THE xyxy=(61,328,76,336)
james-text: Mr Bonny had been heard in evidence respecting the matter, and the defendant gave a full statement of her case; the piano was removed from the house after notice had been given, and the account was settled. The Bench considered the question and reserved judgment till a later sitting of the Court. The weather during the week has been fine, and farming operations are being pushed forward in all parts of the district. Shearing will commence early this season, and prices are expected to be good. The Borough Council met on Monday evening when a large amount of business was transacted, and the question of the water supply was again discussed at some length. A meeting of the committee of the Agricultural and Pastoral Society was held on Thursday evening, when arrangements for the forthcoming show were made. xyxy=(134,1178,250,1255)
hours-line: HOURS—9.30 to 12 a.m., 2 to 4 p.m., and 7 to 8 p.m. xyxy=(142,1266,242,1271)
moffitt: MR MOFFITT, xyxy=(358,367,422,378)
col6-text-16: Mr Bonny had been heard in evidence respecting the matter, and the defendant gave a full statement of her case; the piano was removed from the house after notice had been given, and the account was settled. The Bench considered the question and reserved judgment till a later sitting of the Court. The weather during the week has been fine, and farming operations are being pushed forward in all parts of the district. Shearing will commence early this season, and prices are expected to be good. The Borough Council met on Monday evening when a large amount of business was transacted, and the question of the water supply was again discussed at some length. A meeting of the committee of the Agricultural and Pastoral Society was held on Thursday evening, when arrangements for the forthcoming show were made. xyxy=(545,1586,636,1682)
sig-right: A. A. CORRIGAN, Manager. xyxy=(74,440,130,445)
oldest-line: THE OLDEST, WEALTHIEST, AND MOST PROSPEROUS xyxy=(141,313,243,327)
kinsey-heading: KINSEY, xyxy=(15,668,58,680)
australian-colonies: AUSTRALIAN COLONIES xyxy=(160,98,225,105)
english-novelties: OF ENGLISH AND CONTINENTAL NOVELTIES. xyxy=(262,52,329,61)
col6-text-13: Mr Bonny had been heard in evidence respecting the matter, and the defendant gave a full statement of her case; the piano was removed from the house after notice had been given, and the account was settled. The Bench considered the question and reserved judgment till a later sitting of the Court. The weather during the week has been fine, and farming operations are being pushed forward in all parts of the district. Shearing will commence early this season, and prices are expected to be good. The Borough Council met on Monday evening when a large amount of business was transacted, and the question of the water supply was again discussed at some length. A meeting of the committee of the Agricultural and Pastoral Society was held on Thursday evening, when arrangements for the forthcoming show were made. xyxy=(545,1288,636,1384)
ny-kero: NEW YORK, EX HENRY, xyxy=(167,794,217,799)
mangles-2: SUMMERSCALES' STAND MANGLES 24, 26, 28, 30 inch rollers. xyxy=(10,125,127,134)
baking: BAKING POWDER adulterated with alum. xyxy=(259,967,332,977)
dress-materials: 6 CASES NEW DRESS MATERIALS, xyxy=(346,171,435,178)
col7-text-4: Mr Bonny had been heard in evidence respecting the matter, and the defendant gave a full statement of her case; the piano was removed from the house after notice had been given, and the account was settled. The Bench considered the question and reserved judgment till a later sitting of the Court. The weather during the week has been fine, and farming operations are being pushed forward in all parts of the district. Shearing will commence early this season, and prices are expected to be good. The Borough Council met on Monday evening when a large amount of business was transacted, and the question of the water supply was again discussed at some length. A meeting of the committee of the Agricultural and Pastoral Society was held on Thursday evening, when arrangements for the forthcoming show were made. xyxy=(641,451,732,547)
col6-text-4: Mr Bonny had been heard in evidence respecting the matter, and the defendant gave a full statement of her case; the piano was removed from the house after notice had been given, and the account was settled. The Bench considered the question and reserved judgment till a later sitting of the Court. The weather during the week has been fine, and farming operations are being pushed forward in all parts of the district. Shearing will commence early this season, and prices are expected to be good. The Borough Council met on Monday evening when a large amount of business was transacted, and the question of the water supply was again discussed at some length. A meeting of the committee of the Agricultural and Pastoral Society was held on Thursday evening, when arrangements for the forthcoming show were made. xyxy=(545,393,636,489)
columns xyxy=(5,28,734,2576)
hooper-heading: HOOPER & CO., xyxy=(352,278,429,289)
stove-item: Durham .... No. 7 xyxy=(7,225,42,230)
edward-lowe: EDWARD W. LOWE, xyxy=(167,663,217,670)
dragon: "DRAGON," xyxy=(264,983,327,995)
kinsey-text: Mr Bonny had been heard in evidence respecting the matter, and the defendant gave a full statement of her case; the piano was removed from the house after notice had been given, and the account was settled. The Bench considered the question and reserved judgment till a later sitting of the Court. The weather during the week has been fine, and farming operations are being pushed forward in all parts of the district. Shearing will commence early this season, and prices are expected to be good. The Borough Council met on Monday evening when a large amount of business was transacted, and the question of the water supply was again discussed at some length. A meeting of the committee of the Agricultural and Pastoral Society was held on Thursday evening, when arrangements for the forthcoming show were made. xyxy=(7,709,66,844)
col7-text-10: Mr Bonny had been heard in evidence respecting the matter, and the defendant gave a full statement of her case; the piano was removed from the house after notice had been given, and the account was settled. The Bench considered the question and reserved judgment till a later sitting of the Court. The weather during the week has been fine, and farming operations are being pushed forward in all parts of the district. Shearing will commence early this season, and prices are expected to be good. The Borough Council met on Monday evening when a large amount of business was transacted, and the question of the water supply was again discussed at some length. A meeting of the committee of the Agricultural and Pastoral Society was held on Thursday evening, when arrangements for the forthcoming show were made. xyxy=(641,1100,732,1196)
managing-text: Mr Bonny had been heard in evidence respecting the matter, and the defendant gave a full statement of her case; the piano was removed from the house after notice had been given, and the account was settled. The Bench considered the question and reserved judgment till a later sitting of the Court. The weather during the week has been fine, and farming operations are being pushed forward in all parts of the district. Shearing will commence early this season, and prices are expected to be good. The Borough Council met on Monday evening when a large amount of business was transacted, and the question of the water supply was again discussed at some length. A meeting of the committee of the Agricultural and Pastoral Society was held on Thursday evening, when arrangements for the forthcoming show were made. xyxy=(71,718,130,853)
coop-heading: Co-OPERATIVE STORES, WELLINGTON. xyxy=(11,362,127,369)
gadd-line: W. J. GADD, The Butter Cellar, xyxy=(156,203,229,209)
masthead-title: THE WAIRARAPA DAILY TIMES, xyxy=(115,2,376,20)
editorial-1: Mr Bonny had been heard in evidence respecting the matter, and the defendant gave a full statement of her case; the piano was removed from the house after notice had been given, and the account was settled. The Bench considered the question and reserved judgment till a later sitting of the Court. The weather during the week has been fine, and farming operations are being pushed forward in all parts of the district. Shearing will commence early this season, and prices are expected to be good. The Borough Council met on Monday evening when a large amount of business was transacted, and the question of the water supply was again discussed at some length. A meeting of the committee of the Agricultural and Pastoral Society was held on Thursday evening, when arrangements for the forthcoming show were made. xyxy=(341,927,439,1019)
price-of-piano: The Price of a Piano. xyxy=(562,44,619,51)
kirk-2: KIRKCALDIE & STAINS, xyxy=(264,449,327,456)
spring-goods: SPRING GOODS. xyxy=(11,305,127,323)
assoc-places: MASTERTON, GREYTOWN, FEATHERSTON AND EKETAHUNA. xyxy=(7,287,130,291)
col7-text-6: Mr Bonny had been heard in evidence respecting the matter, and the defendant gave a full statement of her case; the piano was removed from the house after notice had been given, and the account was settled. The Bench considered the question and reserved judgment till a later sitting of the Court. The weather during the week has been fine, and farming operations are being pushed forward in all parts of the district. Shearing will commence early this season, and prices are expected to be good. The Borough Council met on Monday evening when a large amount of business was transacted, and the question of the water supply was again discussed at some length. A meeting of the committee of the Agricultural and Pastoral Society was held on Thursday evening, when arrangements for the forthcoming show were made. xyxy=(641,664,732,760)
special-attention: SPECIAL ATTENTION IS DIRECTED TO OUR BOOT AND SHOE DEPARTMENTS. xyxy=(12,425,125,437)
dic-signatures xyxy=(7,440,130,450)
five-cases: FIVE CASES xyxy=(355,40,425,53)
col7-text-11: Mr Bonny had been heard in evidence respecting the matter, and the defendant gave a full statement of her case; the piano was removed from the house after notice had been given, and the account was settled. The Bench considered the question and reserved judgment till a later sitting of the Court. The weather during the week has been fine, and farming operations are being pushed forward in all parts of the district. Shearing will commence early this season, and prices are expected to be good. The Borough Council met on Monday evening when a large amount of business was transacted, and the question of the water supply was again discussed at some length. A meeting of the committee of the Agricultural and Pastoral Society was held on Thursday evening, when arrangements for the forthcoming show were made. xyxy=(641,1200,732,1296)
crest-icon: ⚜ xyxy=(32,654,41,666)
corresp-sig: MEMBER MASTERTON ORCHESTRA. xyxy=(659,1417,732,1422)
bannatyne-2: AND CO., xyxy=(182,931,202,936)
col5-text-11: Mr Bonny had been heard in evidence respecting the matter, and the defendant gave a full statement of her case; the piano was removed from the house after notice had been given, and the account was settled. The Bench considered the question and reserved judgment till a later sitting of the Court. The weather during the week has been fine, and farming operations are being pushed forward in all parts of the district. Shearing will commence early this season, and prices are expected to be good. The Borough Council met on Monday evening when a large amount of business was transacted, and the question of the water supply was again discussed at some length. A meeting of the committee of the Agricultural and Pastoral Society was held on Thursday evening, when arrangements for the forthcoming show were made. xyxy=(444,997,541,1088)
latest-text: WE understand the result of Professor Galton's recent enquiry with New Improved power has been demonstrated in the Marvellous Kerosene, which is now the brilliant light of the age. xyxy=(134,691,250,711)
col5-text-20: Mr Bonny had been heard in evidence respecting the matter, and the defendant gave a full statement of her case; the piano was removed from the house after notice had been given, and the account was settled. The Bench considered the question and reserved judgment till a later sitting of the Court. The weather during the week has been fine, and farming operations are being pushed forward in all parts of the district. Shearing will commence early this season, and prices are expected to be good. The Borough Council met on Monday evening when a large amount of business was transacted, and the question of the water supply was again discussed at some length. A meeting of the committee of the Agricultural and Pastoral Society was held on Thursday evening, when arrangements for the forthcoming show were made. xyxy=(444,1871,541,1962)
column-3 xyxy=(252,28,339,1376)
ex-henry: EX "HENRY," AND "DORRIS RONTOFF": xyxy=(10,178,127,185)
bon-marche: BON MARCHE. xyxy=(364,291,417,299)
philip-james: D. PHILIP JAMES, xyxy=(161,1164,223,1173)
col6-text-14: Mr Bonny had been heard in evidence respecting the matter, and the defendant gave a full statement of her case; the piano was removed from the house after notice had been given, and the account was settled. The Bench considered the question and reserved judgment till a later sitting of the Court. The weather during the week has been fine, and farming operations are being pushed forward in all parts of the district. Shearing will commence early this season, and prices are expected to be good. The Borough Council met on Monday evening when a large amount of business was transacted, and the question of the water supply was again discussed at some length. A meeting of the committee of the Agricultural and Pastoral Society was held on Thursday evening, when arrangements for the forthcoming show were made. xyxy=(545,1387,636,1483)
column-5 xyxy=(442,28,543,2340)
wholesale-produce: Wholesale Produce Prices. xyxy=(358,419,423,427)
surgeon: SURGEON DENTIST, xyxy=(361,380,419,387)
white-text: Mr Bonny had been heard in evidence respecting the matter, and the defendant gave a full statement of her case; the piano was removed from the house after notice had been given, and the account was settled. The Bench considered the question and reserved judgment till a later sitting of the Court. The weather during the week has been fine, and farming operations are being pushed forward in all parts of the district. Shearing will commence early this season, and prices are expected to be good. The Borough Council met on Monday evening when a large amount of business was transacted, and the question of the water supply was again discussed at some length. A meeting of the committee of the Agricultural and Pastoral Society was held on Thursday evening, when arrangements for the forthcoming show were made. xyxy=(134,973,250,1050)
masthead-date: SATURDAY, SEPTEMBER 10, 1892. xyxy=(380,3,623,19)
jackets-text: Mr Bonny had been heard in evidence respecting the matter, and the defendant gave a full statement of her case; the piano was removed from the house after notice had been given, and the account was settled. The Bench considered the question and reserved judgment till a later sitting of the Court. The weather during the week has been fine, and farming operations are being pushed forward in all parts of the district. Shearing will commence early this season, and prices are expected to be good. The Borough Council met on Monday evening when a large amount of business was transacted, and the question of the water supply was again discussed at some length. A meeting of the committee of the Agricultural and Pastoral Society was held on Thursday evening, when arrangements for the forthcoming show were made. xyxy=(341,67,439,158)
motto: BEING THE EVENING PAPER OF THE WAIRARAPA DAILY, WITH WHICH IS INCORPORATED THE xyxy=(341,904,439,913)
col5-text-16: Mr Bonny had been heard in evidence respecting the matter, and the defendant gave a full statement of her case; the piano was removed from the house after notice had been given, and the account was settled. The Bench considered the question and reserved judgment till a later sitting of the Court. The weather during the week has been fine, and farming operations are being pushed forward in all parts of the district. Shearing will commence early this season, and prices are expected to be good. The Borough Council met on Monday evening when a large amount of business was transacted, and the question of the water supply was again discussed at some length. A meeting of the committee of the Agricultural and Pastoral Society was held on Thursday evening, when arrangements for the forthcoming show were made. xyxy=(444,1470,541,1561)
stocked-heading: STOCKED :— xyxy=(79,623,123,631)
col5-text-8: Mr Bonny had been heard in evidence respecting the matter, and the defendant gave a full statement of her case; the piano was removed from the house after notice had been given, and the account was settled. The Bench considered the question and reserved judgment till a later sitting of the Court. The weather during the week has been fine, and farming operations are being pushed forward in all parts of the district. Shearing will commence early this season, and prices are expected to be good. The Borough Council met on Monday evening when a large amount of business was transacted, and the question of the water supply was again discussed at some length. A meeting of the committee of the Agricultural and Pastoral Society was held on Thursday evening, when arrangements for the forthcoming show were made. xyxy=(444,713,541,804)
col6-text-6: Mr Bonny had been heard in evidence respecting the matter, and the defendant gave a full statement of her case; the piano was removed from the house after notice had been given, and the account was settled. The Bench considered the question and reserved judgment till a later sitting of the Court. The weather during the week has been fine, and farming operations are being pushed forward in all parts of the district. Shearing will commence early this season, and prices are expected to be good. The Borough Council met on Monday evening when a large amount of business was transacted, and the question of the water supply was again discussed at some length. A meeting of the committee of the Agricultural and Pastoral Society was held on Thursday evening, when arrangements for the forthcoming show were made. xyxy=(545,592,636,688)
insist: Insist on having the xyxy=(275,977,316,982)
dragon-text: Mr Bonny had been heard in evidence respecting the matter, and the defendant gave a full statement of her case; the piano was removed from the house after notice had been given, and the account was settled. The Bench considered the question and reserved judgment till a later sitting of the Court. The weather during the week has been fine, and farming operations are being pushed forward in all parts of the district. Shearing will commence early this season, and prices are expected to be good. The Borough Council met on Monday evening when a large amount of business was transacted, and the question of the water supply was again discussed at some length. A meeting of the committee of the Agricultural and Pastoral Society was held on Thursday evening, when arrangements for the forthcoming show were made. xyxy=(254,1000,337,1106)
coil-line: Bootell's Clout Collars C.D.C., C.D.C., C.S.B. xyxy=(24,168,113,174)
col5-text-12: Mr Bonny had been heard in evidence respecting the matter, and the defendant gave a full statement of her case; the piano was removed from the house after notice had been given, and the account was settled. The Bench considered the question and reserved judgment till a later sitting of the Court. The weather during the week has been fine, and farming operations are being pushed forward in all parts of the district. Shearing will commence early this season, and prices are expected to be good. The Borough Council met on Monday evening when a large amount of business was transacted, and the question of the water supply was again discussed at some length. A meeting of the committee of the Agricultural and Pastoral Society was held on Thursday evening, when arrangements for the forthcoming show were made. xyxy=(444,1092,541,1182)
kerosene-text: Mr Bonny had been heard in evidence respecting the matter, and the defendant gave a full statement of her case; the piano was removed from the house after notice had been given, and the account was settled. The Bench considered the question and reserved judgment till a later sitting of the Court. The weather during the week has been fine, and farming operations are being pushed forward in all parts of the district. Shearing will commence early this season, and prices are expected to be good. The Borough Council met on Monday evening when a large amount of business was transacted, and the question of the water supply was again discussed at some length. A meeting of the committee of the Agricultural and Pastoral Society was held on Thursday evening, when arrangements for the forthcoming show were made. xyxy=(134,841,250,917)
established: [ESTABLISHED 1878] xyxy=(369,900,411,905)
dougall-heading: W. DOUGALL. xyxy=(72,672,130,682)
secure-line: Secure Them While You May. xyxy=(29,565,108,572)
price-list-text: Mr Bonny had been heard in evidence respecting the matter, and the defendant gave a full statement of her case; the piano was removed from the house after notice had been given, and the account was settled. The Bench considered the question and reserved judgment till a later sitting of the Court. The weather during the week has been fine, and farming operations are being pushed forward in all parts of the district. Shearing will commence early this season, and prices are expected to be good. The Borough Council met on Monday evening when a large amount of business was transacted, and the question of the water supply was again discussed at some length. A meeting of the committee of the Agricultural and Pastoral Society was held on Thursday evening, when arrangements for the forthcoming show were made. xyxy=(7,858,66,994)
mangles-1: SUMMERSCALES' TABLE MANGLES, 18, 20, 22 inch rollers. xyxy=(14,113,123,123)
col7-text-9: Mr Bonny had been heard in evidence respecting the matter, and the defendant gave a full statement of her case; the piano was removed from the house after notice had been given, and the account was settled. The Bench considered the question and reserved judgment till a later sitting of the Court. The weather during the week has been fine, and farming operations are being pushed forward in all parts of the district. Shearing will commence early this season, and prices are expected to be good. The Borough Council met on Monday evening when a large amount of business was transacted, and the question of the water supply was again discussed at some length. A meeting of the committee of the Agricultural and Pastoral Society was held on Thursday evening, when arrangements for the forthcoming show were made. xyxy=(641,1001,732,1097)
virtue-text: PRODUCE, Grain, Produce and General Commission Merchants. xyxy=(134,46,250,56)
c-smith: C. SMITH xyxy=(265,833,326,849)
col6-text-12: Mr Bonny had been heard in evidence respecting the matter, and the defendant gave a full statement of her case; the piano was removed from the house after notice had been given, and the account was settled. The Bench considered the question and reserved judgment till a later sitting of the Court. The weather during the week has been fine, and farming operations are being pushed forward in all parts of the district. Shearing will commence early this season, and prices are expected to be good. The Borough Council met on Monday evening when a large amount of business was transacted, and the question of the water supply was again discussed at some length. A meeting of the committee of the Agricultural and Pastoral Society was held on Thursday evening, when arrangements for the forthcoming show were made. xyxy=(545,1188,636,1284)
prices-line: PRICES FROM 20/- UPWARDS. xyxy=(30,237,107,262)
stove-item: Uncle Sam .... No. 7 xyxy=(7,193,48,198)
owen: H. OWEN xyxy=(266,796,325,811)
has-purchased: HAS PURCHASED THE BUSINESS xyxy=(258,815,333,821)
col5-text-21: Mr Bonny had been heard in evidence respecting the matter, and the defendant gave a full statement of her case; the piano was removed from the house after notice had been given, and the account was settled. The Bench considered the question and reserved judgment till a later sitting of the Court. The weather during the week has been fine, and farming operations are being pushed forward in all parts of the district. Shearing will commence early this season, and prices are expected to be good. The Borough Council met on Monday evening when a large amount of business was transacted, and the question of the water supply was again discussed at some length. A meeting of the committee of the Agricultural and Pastoral Society was held on Thursday evening, when arrangements for the forthcoming show were made. xyxy=(444,1965,541,2057)
col7-text-12: Mr Bonny had been heard in evidence respecting the matter, and the defendant gave a full statement of her case; the piano was removed from the house after notice had been given, and the account was settled. The Bench considered the question and reserved judgment till a later sitting of the Court. The weather during the week has been fine, and farming operations are being pushed forward in all parts of the district. Shearing will commence early this season, and prices are expected to be good. The Borough Council met on Monday evening when a large amount of business was transacted, and the question of the water supply was again discussed at some length. A meeting of the committee of the Agricultural and Pastoral Society was held on Thursday evening, when arrangements for the forthcoming show were made. xyxy=(641,1318,732,1414)
col7-text-7: Mr Bonny had been heard in evidence respecting the matter, and the defendant gave a full statement of her case; the piano was removed from the house after notice had been given, and the account was settled. The Bench considered the question and reserved judgment till a later sitting of the Court. The weather during the week has been fine, and farming operations are being pushed forward in all parts of the district. Shearing will commence early this season, and prices are expected to be good. The Borough Council met on Monday evening when a large amount of business was transacted, and the question of the water supply was again discussed at some length. A meeting of the committee of the Agricultural and Pastoral Society was held on Thursday evening, when arrangements for the forthcoming show were made. xyxy=(641,764,732,860)
real-bargains: REAL BARGAINS, xyxy=(267,914,324,922)
mercantile: MERCANTILE STATIONERY! xyxy=(265,474,326,480)
times-note: THE WAIRARAPA DAILY TIMES can be purchased in Wellington from J. D. ESSEX, Stationer, Willis Street. xyxy=(341,399,439,413)
ask-for: ASK FOR xyxy=(25,622,48,628)
fortune-teller: Fortune-Teller in Trouble. xyxy=(655,648,718,656)
stocked-text: PARCELS of new Ladies' and Gents' Jewellery, of latest designs, and Watches, all styles, including Opal, Diamond, Pearl, Ruby, Emerald Rings. Also a new stock of latest ideas in Spectacles and Eyeglasses. xyxy=(71,632,130,668)
be-careful: Be Careful What You Eat xyxy=(263,954,328,962)
column-4 xyxy=(339,28,442,1586)
fresh-butter: FRESH BUTTER xyxy=(172,106,213,113)
col5-text-17: Mr Bonny had been heard in evidence respecting the matter, and the defendant gave a full statement of her case; the piano was removed from the house after notice had been given, and the account was settled. The Bench considered the question and reserved judgment till a later sitting of the Court. The weather during the week has been fine, and farming operations are being pushed forward in all parts of the district. Shearing will commence early this season, and prices are expected to be good. The Borough Council met on Monday evening when a large amount of business was transacted, and the question of the water supply was again discussed at some length. A meeting of the committee of the Agricultural and Pastoral Society was held on Thursday evening, when arrangements for the forthcoming show were made. xyxy=(444,1573,541,1665)
make-room: TO MAKE ROOM FOR NEW STOCK, xyxy=(255,891,336,897)
stove-item: New Rival .... No. 8 xyxy=(7,219,46,225)
stove-item: New Paragon .... No. 6 xyxy=(70,193,116,198)
sale-closes: Sale Closes Saturday, 3rd September. xyxy=(25,528,112,551)
court-lead: The case in which Charles Aylmer Pownall, solicitor, claimed from Miss Jessie Corbett the sum of £7 7s 6d, the amount of an instalment due on the purchase of a piano over which the plaintiff had a mortgage, was continued in the Master's Court yesterday afternoon before Colonel Roberts, R.M. xyxy=(545,53,636,91)
kirk-text-2: Mr Bonny had been heard in evidence respecting the matter, and the defendant gave a full statement of her case; the piano was removed from the house after notice had been given, and the account was settled. The Bench considered the question and reserved judgment till a later sitting of the Court. The weather during the week has been fine, and farming operations are being pushed forward in all parts of the district. Shearing will commence early this season, and prices are expected to be good. The Borough Council met on Monday evening when a large amount of business was transacted, and the question of the water supply was again discussed at some length. A meeting of the committee of the Agricultural and Pastoral Society was held on Thursday evening, when arrangements for the forthcoming show were made. xyxy=(254,87,337,193)
carter-heading: JAMES CARTER & CO.'S xyxy=(22,138,115,148)
amp-society: A.M.P. SOCIETY xyxy=(166,637,218,644)
cases-row xyxy=(254,38,337,52)
church-illustration xyxy=(341,628,439,657)
john-watt: JOHN WATT, xyxy=(277,597,314,605)
sig-left: D. HALLENSTEIN, Chairman of Directors. xyxy=(7,440,67,450)
funds-amount: £10,500,000 xyxy=(159,427,225,442)
furness-line: FURNESS AUCKLAND HAMS. xyxy=(161,69,223,74)
